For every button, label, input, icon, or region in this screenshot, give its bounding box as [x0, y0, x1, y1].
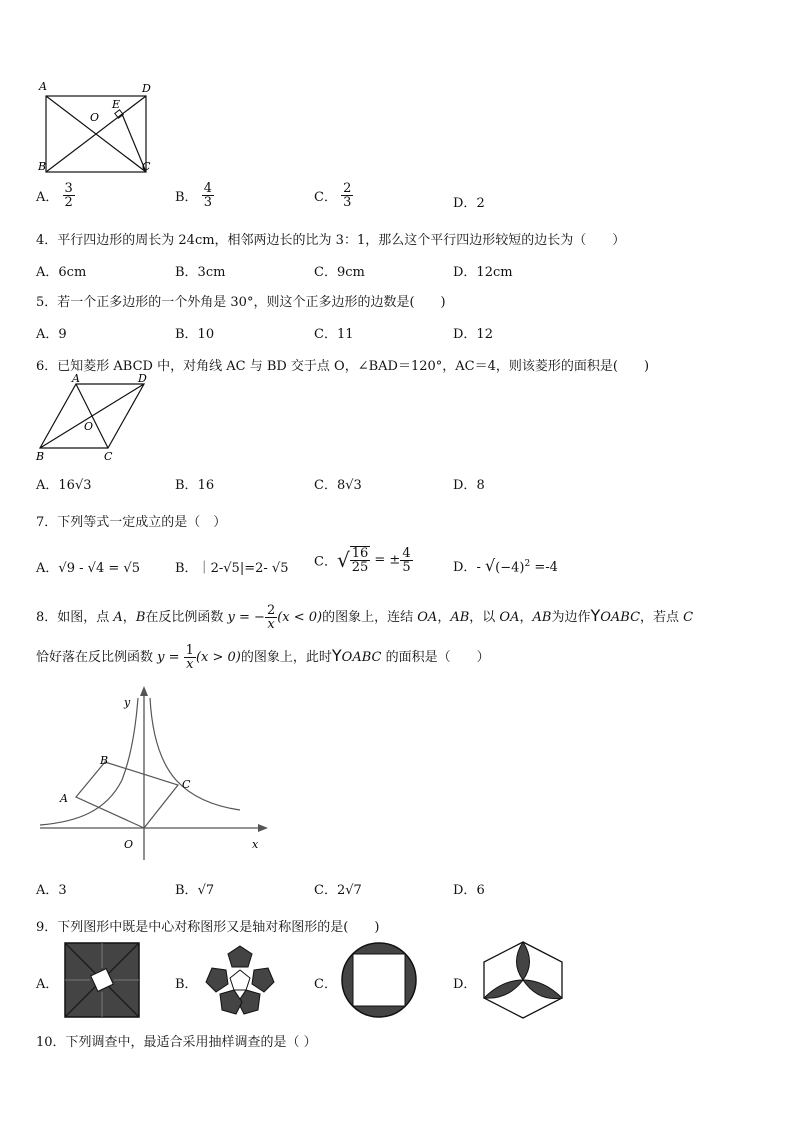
q3-option-a[interactable] — [36, 182, 75, 209]
coefficient: 16 — [58, 478, 75, 493]
text: 在反比例函数 — [145, 610, 228, 625]
option-letter: C． — [314, 883, 337, 898]
coefficient: 2 — [336, 883, 346, 898]
point-c: C — [683, 610, 694, 625]
text: ，若点 — [640, 610, 684, 625]
fig3-label-a: A — [39, 80, 47, 93]
q7-option-b[interactable] — [175, 557, 288, 576]
fraction — [350, 546, 371, 574]
radicand: 7 — [353, 883, 362, 898]
radicand: 3 — [83, 478, 92, 493]
q8-option-d[interactable] — [453, 879, 485, 898]
operator: = − — [234, 610, 265, 625]
parallelogram-name: OABC — [600, 610, 641, 625]
q8-stem-line1 — [36, 604, 693, 631]
parallelogram-symbol: Y — [331, 646, 342, 665]
denominator: 25 — [351, 560, 369, 575]
sqrt-sign: √ — [271, 561, 281, 576]
fig8-label-b: B — [100, 754, 109, 767]
var-y: y — [227, 610, 235, 625]
fraction — [63, 182, 75, 209]
exponent: 2 — [524, 558, 531, 569]
fig8-label-y: y — [124, 696, 131, 709]
option-letter: A． — [36, 883, 59, 898]
sqrt-sign: √ — [74, 478, 84, 493]
q5-stem: 5．若一个正多边形的一个外角是 30°，则这个正多边形的边数是( ) — [36, 295, 446, 310]
q7-option-a[interactable] — [36, 557, 140, 576]
q3-option-b[interactable] — [175, 182, 214, 209]
expression: ｜2- — [197, 561, 224, 576]
q3-option-d[interactable] — [453, 192, 485, 211]
expression: =-4 — [530, 560, 558, 575]
option-letter: A． — [36, 478, 59, 493]
option-value: 8 — [476, 478, 485, 493]
fig8-label-c: C — [182, 778, 191, 791]
q3-option-c[interactable] — [314, 182, 353, 209]
option-value: 6 — [476, 883, 485, 898]
rhombus-figure — [32, 374, 156, 466]
operator: - — [476, 560, 485, 575]
domain-condition: (x > 0) — [195, 650, 241, 665]
expression: |=2- — [239, 561, 272, 576]
q9-figure-b-pentagons[interactable] — [200, 942, 280, 1018]
option-letter: A． — [36, 190, 59, 205]
fraction — [202, 182, 214, 209]
option-value: 16 — [197, 478, 215, 493]
denominator: 5 — [402, 559, 411, 575]
fig6-label-o: O — [84, 420, 94, 433]
text: ，以 — [469, 610, 500, 625]
sqrt-sign: √ — [197, 883, 206, 898]
segment-ab: AB — [450, 610, 470, 625]
fraction — [265, 604, 277, 631]
q9-figure-a-pinwheel-square[interactable] — [64, 942, 140, 1018]
numerator: 2 — [266, 603, 276, 618]
fig6-label-d: D — [138, 374, 147, 385]
numerator: 2 — [343, 181, 352, 196]
parallelogram-name: OABC — [341, 650, 382, 665]
numerator: 4 — [203, 181, 212, 196]
denominator: x — [267, 617, 275, 632]
rectangle-figure — [34, 78, 164, 174]
radicand: 5 — [280, 561, 289, 576]
sqrt-sign: √ — [223, 561, 232, 576]
text: 的图象上，此时 — [240, 650, 332, 665]
q4-option-a[interactable]: A．6cm — [36, 265, 87, 280]
base: (−4) — [495, 560, 525, 575]
q6-option-c[interactable] — [314, 474, 362, 493]
operator: = ± — [370, 552, 401, 568]
fig3-label-c: C — [142, 160, 151, 173]
radicand: 3 — [353, 478, 362, 493]
q8-option-c[interactable] — [314, 879, 362, 898]
q7-option-d[interactable] — [453, 556, 558, 575]
text: ， — [519, 610, 533, 625]
point-a: A — [113, 610, 123, 625]
q5-option-b[interactable]: B．10 — [175, 327, 215, 342]
q9-figure-d-hexagon-leaves[interactable] — [480, 940, 566, 1020]
option-letter: C． — [314, 190, 337, 205]
sqrt-sign: √ — [123, 561, 132, 576]
option-letter: B． — [175, 561, 198, 576]
q6-option-a[interactable] — [36, 474, 92, 493]
sqrt-sign: √ — [484, 556, 496, 575]
radicand: 9 — [66, 561, 75, 576]
text: 8．如图，点 — [36, 610, 114, 625]
text: ， — [437, 610, 451, 625]
q7-stem: 7．下列等式一定成立的是（ ） — [36, 515, 227, 530]
sqrt-sign: √ — [336, 548, 350, 572]
option-letter: B． — [175, 190, 198, 205]
option-value: 3 — [58, 883, 67, 898]
domain-condition: (x < 0) — [277, 610, 323, 625]
radicand: 5 — [231, 561, 240, 576]
fig8-label-o: O — [124, 838, 134, 851]
q9-option-c-label[interactable]: C． — [314, 977, 337, 992]
q4-option-b[interactable]: B．3cm — [175, 265, 226, 280]
coefficient: 8 — [336, 478, 346, 493]
denominator: 3 — [203, 195, 212, 210]
fig8-label-x: x — [252, 838, 259, 851]
radicand: 4 — [95, 561, 105, 576]
numerator: 16 — [351, 546, 369, 561]
q9-option-a-label[interactable]: A． — [36, 977, 59, 992]
radicand: 5 — [131, 561, 140, 576]
q4-option-d[interactable]: D．12cm — [453, 265, 513, 280]
text: 的图象上，连结 — [322, 610, 418, 625]
operator: = — [164, 650, 184, 665]
option-value: 2 — [476, 196, 485, 211]
sqrt-sign: √ — [345, 478, 354, 493]
operator: = — [104, 561, 124, 576]
hyperbola-figure — [36, 684, 276, 864]
q4-stem: 4．平行四边形的周长为 24cm，相邻两边长的比为 3：1，那么这个平行四边形较短的边长为（ ） — [36, 233, 626, 248]
fraction — [184, 644, 196, 671]
text: 为边作 — [551, 610, 591, 625]
fraction — [341, 182, 353, 209]
q5-option-d[interactable]: D．12 — [453, 327, 493, 342]
fig3-label-d: D — [142, 82, 151, 95]
text: 恰好落在反比例函数 — [36, 650, 158, 665]
point-b: B — [135, 610, 146, 625]
text: 的面积是（ ） — [381, 650, 490, 665]
parallelogram-symbol: Y — [590, 606, 601, 625]
sqrt-sign: √ — [87, 561, 96, 576]
q6-option-b[interactable] — [175, 474, 214, 493]
radicand — [495, 559, 530, 575]
option-letter: C． — [314, 478, 337, 493]
segment-oa: OA — [499, 610, 520, 625]
option-letter: A． — [36, 561, 59, 576]
numerator: 3 — [64, 181, 73, 196]
segment-oa: OA — [417, 610, 438, 625]
fig6-label-c: C — [104, 450, 113, 463]
var-y: y — [157, 650, 165, 665]
option-letter: D． — [453, 196, 477, 211]
sqrt-sign: √ — [58, 561, 67, 576]
numerator: 4 — [402, 545, 411, 561]
option-letter: B． — [175, 883, 198, 898]
radicand: 7 — [205, 883, 215, 898]
q9-option-d-label[interactable]: D． — [453, 977, 477, 992]
fraction — [400, 547, 412, 574]
fig3-label-o: O — [90, 111, 100, 124]
denominator: x — [186, 657, 194, 672]
segment-ab: AB — [532, 610, 552, 625]
q8-option-b[interactable] — [175, 879, 214, 898]
fig8-label-a: A — [60, 792, 68, 805]
q8-stem-line2 — [36, 644, 490, 671]
q6-option-d[interactable] — [453, 474, 485, 493]
q10-stem: 10．下列调查中，最适合采用抽样调查的是（ ） — [36, 1035, 317, 1050]
numerator: 1 — [185, 643, 194, 658]
q7-option-c[interactable] — [314, 546, 413, 574]
text: ， — [122, 610, 136, 625]
option-letter: C． — [314, 554, 337, 570]
q8-option-a[interactable] — [36, 879, 67, 898]
option-letter: D． — [453, 478, 477, 493]
denominator: 3 — [343, 195, 352, 210]
q5-option-a[interactable]: A．9 — [36, 327, 67, 342]
fig6-label-b: B — [36, 450, 45, 463]
fig6-label-a: A — [72, 374, 80, 385]
option-letter: B． — [175, 478, 198, 493]
operator: - — [74, 561, 88, 576]
q5-option-c[interactable]: C．11 — [314, 327, 354, 342]
denominator: 2 — [64, 195, 73, 210]
sqrt-sign: √ — [345, 883, 354, 898]
q9-stem: 9．下列图形中既是中心对称图形又是轴对称图形的是( ) — [36, 920, 380, 935]
q9-figure-c-circle-square[interactable] — [340, 941, 418, 1019]
fig3-label-b: B — [38, 160, 47, 173]
option-letter: D． — [453, 883, 477, 898]
q9-option-b-label[interactable]: B． — [175, 977, 198, 992]
q4-option-c[interactable]: C．9cm — [314, 265, 365, 280]
fig3-label-e: E — [112, 98, 121, 111]
option-letter: D． — [453, 560, 477, 575]
q6-stem: 6．已知菱形 ABCD 中，对角线 AC 与 BD 交于点 O，∠BAD＝120°，AC＝4，则该菱形的面积是( ) — [36, 359, 650, 374]
